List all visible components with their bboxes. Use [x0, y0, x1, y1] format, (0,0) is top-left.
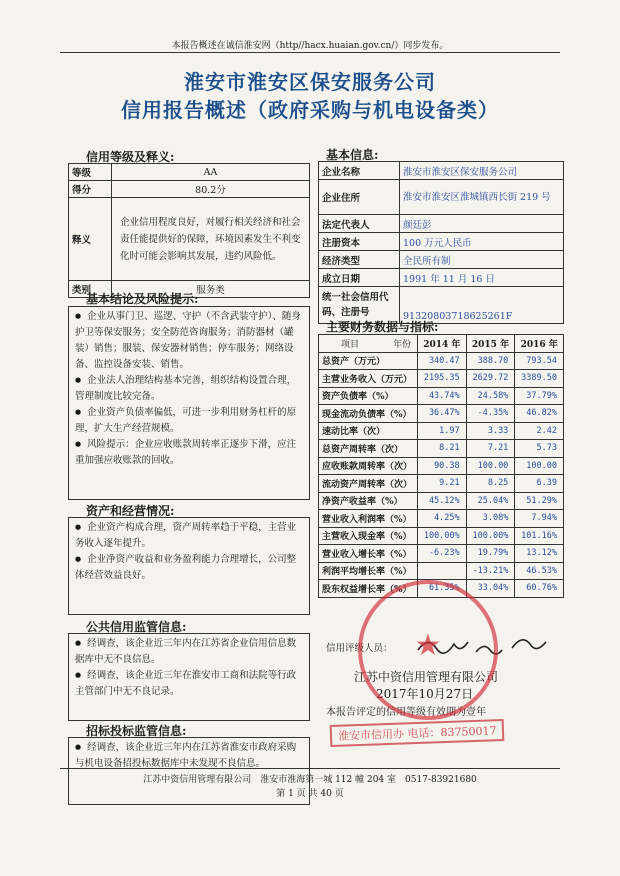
finance-row [319, 387, 564, 405]
public-item: ● 经调查，该企业近三年在淮安市工商和法院等行政主管部门中无不良记录。 [75, 668, 303, 700]
finance-year-header: 2014 年 [418, 335, 467, 353]
public-heading: 公共信用监管信息: [86, 620, 187, 634]
finance-cell: 7.21 [466, 440, 515, 458]
company-seal: ★ [358, 580, 498, 720]
finance-cell: 2629.72 [466, 370, 515, 388]
finance-row-label: 股东权益增长率（%） [319, 580, 418, 598]
finance-row [319, 457, 564, 475]
finance-cell: 8.21 [418, 440, 467, 458]
basic-value: 91320803718625261F [400, 287, 564, 324]
finance-cell: 4.25% [418, 510, 467, 528]
finance-cell: 13.12% [515, 545, 564, 563]
basic-value: 1991 年 11 月 16 日 [400, 269, 564, 287]
finance-row [319, 545, 564, 563]
finance-cell: 101.16% [515, 527, 564, 545]
finance-corner-year: 年份 [392, 340, 411, 350]
signoff-date: 2017年10月27日 [376, 687, 474, 701]
finance-cell: 24.58% [466, 387, 515, 405]
finance-cell: 7.94% [515, 510, 564, 528]
finance-row-label: 应收账款周转率（次） [319, 457, 418, 475]
finance-cell: 43.74% [418, 387, 467, 405]
finance-row [319, 405, 564, 423]
footer-rule [60, 768, 560, 769]
basic-heading: 基本信息: [326, 148, 379, 162]
basic-label: 法定代表人 [319, 215, 400, 233]
finance-cell: 45.12% [418, 492, 467, 510]
finance-cell: 100.00 [466, 457, 515, 475]
finance-cell: 2195.35 [418, 370, 467, 388]
finance-cell: 3389.50 [515, 370, 564, 388]
basic-value: 颜廷彭 [400, 215, 564, 233]
finance-row-label: 主营业务收入（万元） [319, 370, 418, 388]
basic-value: 淮安市淮安区淮城镇西长街 219 号 [400, 180, 564, 215]
finance-heading: 主要财务数据与指标: [326, 320, 439, 334]
finance-row-label: 主营收入现金率（%） [319, 527, 418, 545]
finance-row-label: 流动资产周转率（次） [319, 475, 418, 493]
basic-label: 注册资本 [319, 233, 400, 251]
finance-cell: -13.21% [466, 562, 515, 580]
grade-value: AA [112, 164, 310, 181]
assets-item: ● 企业净资产收益和业务盈利能力合理增长，公司整体经营效益良好。 [75, 552, 303, 584]
finance-year-header: 2016 年 [515, 335, 564, 353]
finance-cell: 37.79% [515, 387, 564, 405]
basic-label: 企业名称 [319, 162, 400, 180]
finance-cell: 388.70 [466, 352, 515, 370]
conclusion-item: ● 企业法人治理结构基本完善，组织结构设置合理，管理制度比较完备。 [75, 373, 303, 405]
assets-item: ● 企业资产构成合理，资产周转率趋于平稳，主营业务收入逐年提升。 [75, 520, 303, 552]
conclusion-item: ● 企业从事门卫、巡逻、守护（不含武装守护）、随身护卫等保安服务；安全防范咨询服务；消防器材（罐装）销售；服装、保安器材销售；停车服务；网络设备、监控设备安装、销售。 [75, 309, 303, 373]
finance-cell: 6.39 [515, 475, 564, 493]
finance-cell: 100.00% [466, 527, 515, 545]
finance-corner [319, 335, 418, 353]
validity-note: 本报告评定的信用等级有效期为壹年 [326, 707, 486, 718]
finance-row [319, 492, 564, 510]
finance-cell: 90.38 [418, 457, 467, 475]
finance-row-label: 总资产（万元） [319, 352, 418, 370]
finance-cell: 340.47 [418, 352, 467, 370]
finance-row [319, 527, 564, 545]
finance-row-label: 净资产收益率（%） [319, 492, 418, 510]
conclusion-item: ● 风险提示：企业应收账款周转率正逐步下滑，应注重加强应收账款的回收。 [75, 437, 303, 469]
office-stamp: 淮安市信用办 电话：83750017 [330, 719, 505, 747]
finance-row [319, 352, 564, 370]
finance-cell: 5.73 [515, 440, 564, 458]
finance-cell: 46.82% [515, 405, 564, 423]
finance-row-label: 速动比率（次） [319, 422, 418, 440]
basic-label: 经济类型 [319, 251, 400, 269]
finance-cell: 9.21 [418, 475, 467, 493]
finance-row-label: 利润平均增长率（%） [319, 562, 418, 580]
rating-heading: 信用等级及释义: [86, 150, 175, 164]
category-value: 服务类 [112, 281, 310, 298]
finance-cell: 8.25 [466, 475, 515, 493]
finance-year-header: 2015 年 [466, 335, 515, 353]
conclusion-heading: 基本结论及风险提示: [86, 292, 199, 306]
finance-row-label: 营业收入增长率（%） [319, 545, 418, 563]
basic-label: 成立日期 [319, 269, 400, 287]
grade-label: 等级 [69, 164, 112, 181]
analyst-label: 信用评级人员： [326, 643, 393, 654]
finance-cell: 100.00% [418, 527, 467, 545]
score-label: 得分 [69, 181, 112, 198]
finance-cell: 36.47% [418, 405, 467, 423]
finance-cell: 61.35% [418, 580, 467, 598]
conclusion-item: ● 企业资产负债率偏低，可进一步利用财务杠杆的原理，扩大生产经营规模。 [75, 405, 303, 437]
finance-cell: 2.42 [515, 422, 564, 440]
assets-box [68, 517, 310, 615]
header-rule [60, 52, 560, 53]
finance-cell: 33.04% [466, 580, 515, 598]
finance-cell: -4.35% [466, 405, 515, 423]
finance-cell: -6.23% [418, 545, 467, 563]
rating-table [68, 163, 310, 298]
basic-label: 企业住所 [319, 180, 400, 215]
finance-cell: 3.33 [466, 422, 515, 440]
assets-heading: 资产和经营情况: [86, 504, 175, 518]
finance-cell: 793.54 [515, 352, 564, 370]
finance-row [319, 422, 564, 440]
bidding-item: ● 经调查，该企业近三年内在江苏省淮安市政府采购与机电设备招投标数据库中未发现不良信息。 [75, 740, 303, 772]
finance-row-label: 营业收入利润率（%） [319, 510, 418, 528]
finance-row [319, 440, 564, 458]
finance-cell: 25.04% [466, 492, 515, 510]
finance-table [318, 334, 564, 598]
footer-page: 第 1 页 共 40 页 [276, 789, 344, 799]
finance-row [319, 475, 564, 493]
finance-row-label: 资产负债率（%） [319, 387, 418, 405]
category-label: 类别 [69, 281, 112, 298]
finance-cell: 100.00 [515, 457, 564, 475]
signoff-org: 江苏中资信用管理有限公司 [354, 670, 499, 684]
finance-row-label: 总资产周转率（次） [319, 440, 418, 458]
basic-info-table [318, 161, 564, 324]
score-value: 80.2分 [112, 181, 310, 198]
basic-value: 淮安市淮安区保安服务公司 [400, 162, 564, 180]
finance-row-label: 现金流动负债率（%） [319, 405, 418, 423]
finance-cell: 60.76% [515, 580, 564, 598]
finance-cell: 46.53% [515, 562, 564, 580]
finance-cell: 19.79% [466, 545, 515, 563]
public-box [68, 633, 310, 721]
meaning-value: 企业信用程度良好，对履行相关经济和社会责任能提供好的保障，环境因素发生不利变化时可能会影响其发展，违约风险低。 [112, 198, 310, 281]
basic-value: 100 万元人民币 [400, 233, 564, 251]
header-note: 本报告概述在诚信淮安网（http//hacx.huaian.gov.cn/）同步发布。 [171, 41, 449, 51]
public-item: ● 经调查，该企业近三年内在江苏省企业信用信息数据库中无不良信息。 [75, 636, 303, 668]
finance-cell: 3.08% [466, 510, 515, 528]
footer-company: 江苏中资信用管理有限公司 淮安市淮海第一城 112 幢 204 室 0517-83921680 [143, 775, 477, 785]
finance-cell [418, 562, 467, 580]
basic-label: 统一社会信用代码、注册号 [319, 287, 400, 324]
finance-cell: 51.29% [515, 492, 564, 510]
conclusion-box [68, 306, 310, 500]
bidding-heading: 招标投标监管信息: [86, 724, 187, 738]
meaning-label: 释义 [69, 198, 112, 281]
report-title-line1: 淮安市淮安区保安服务公司 [184, 70, 436, 94]
finance-row [319, 370, 564, 388]
finance-row [319, 510, 564, 528]
basic-value: 全民所有制 [400, 251, 564, 269]
finance-cell: 1.97 [418, 422, 467, 440]
report-title-line2: 信用报告概述（政府采购与机电设备类） [121, 98, 499, 122]
finance-row [319, 562, 564, 580]
finance-corner-item: 项目 [341, 339, 360, 350]
